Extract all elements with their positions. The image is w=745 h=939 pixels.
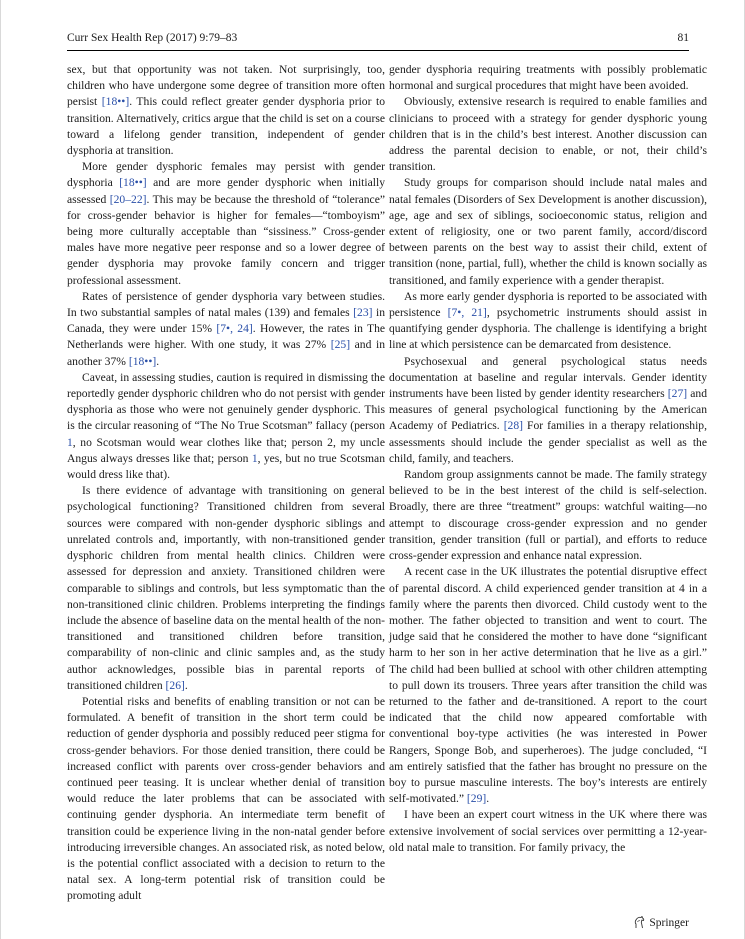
paragraph (389, 467, 707, 564)
paragraph-text: As more early gender dysphoria is reported to be associated with persistence (389, 289, 707, 320)
paragraph (389, 62, 707, 94)
paragraph-text: I have been an expert court witness in the UK where there was extensive involvement of social services over permitting a 12-year-old natal male to transition. For family privacy, the (389, 808, 707, 854)
paragraph-text: , psychometric instruments should assist in quantifying gender dysphoria. The challenge is identifying a bright line at which persistence can be demarcated from desistence. (389, 306, 708, 352)
paragraph-text: , yes, but no true Scotsman would dress like that). (67, 451, 386, 482)
citation-link[interactable]: [26] (165, 678, 185, 692)
paragraph (67, 159, 385, 289)
paragraph-text: Rates of persistence of gender dysphoria vary between studies. In two substantial samples of natal males (139) and females (67, 289, 385, 320)
citation-link[interactable]: 1 (251, 451, 258, 465)
publisher-name: Springer (649, 916, 689, 929)
paragraph-text: Caveat, in assessing studies, caution is required in dismissing the reportedly gender dysphoric children who do not persist with gender dysphoria as those who were not genuinely gender dysphoric. This is the circular reasoning of “The No True Scotsman” fallacy (person (67, 370, 385, 433)
paragraph (67, 289, 385, 370)
paragraph-text: Is there evidence of advantage with transitioning on general psychological functioning? Transitioned children from several sources were compared with non-gender dysphoric siblings and unrelated controls and, importantly, with non-transitioned gender dysphoric children from mental health clinics. Children were assessed for depression and anxiety. Transitioned children were comparable to siblings and controls, but less symptomatic than the non-transitioned clinic children. Problems interpreting the findings include the absence of baseline data on the mental health of the non-transitioned and transitioned children before transition, comparability of non-clinic and clinic samples and, as the study author acknowledges, possible bias in parental reports of transitioned children (67, 484, 385, 692)
citation-link[interactable]: [7•, 21] (447, 306, 487, 320)
paragraph-text: and in another 37% (67, 338, 385, 368)
citation-link[interactable]: [7•, 24] (216, 322, 253, 336)
paragraph-text: and measures of general psychological functioning by the American Academy of Pediatrics. (389, 387, 708, 433)
citation-link[interactable]: [18••] (128, 354, 157, 368)
citation-link[interactable]: [27] (667, 387, 688, 401)
paragraph-text: Potential risks and benefits of enabling transition or not can be formulated. A benefit of transition in the short term could be reduction of gender dysphoria and possibly reduced peer stigma for cross-gender behaviors. For those denied transition, there could be increased conflict with parents over cross-gender behaviors and continued peer teasing. It is unclear whether denial of transition would reduce the later problems that can be associated with continuing gender dysphoria. An intermediate term benefit of transition could be experience living in the non-natal gender before introducing irreversible changes. An associated risk, as noted below, is the potential conflict associated with a decision to return to the natal sex. A long-term potential risk of transition could be promoting adult (67, 694, 385, 903)
paragraph-text: , no Scotsman would wear clothes like that; person 2, my uncle Angus always dresses like that; person (67, 435, 385, 465)
paragraph (389, 807, 707, 856)
paragraph-text: . This could reflect greater gender dysphoria prior to transition. Alternatively, critics argue that the child is set on a course toward a lifelong gender transition, independent of gender dysphoria at transition. (67, 95, 385, 158)
paragraph (67, 370, 385, 483)
paragraph-text: . (486, 792, 490, 806)
paragraph (389, 94, 707, 175)
paragraph-text: A recent case in the UK illustrates the potential disruptive effect of parental discord. A child experienced gender transition at 4 in a family where the parents then divorced. Child custody went to the mother. The father objected to transition and went to court. The judge said that he considered the mother to have done “significant harm to her son in her active determination that he live as a girl.” The child had been bullied at school with other children attempting to pull down its trousers. Three years after transition the child was returned to the father and de-transitioned. A report to the court indicated that the child now appeared comfortable with conventional boy-type activities (he was interested in Power Rangers, Sponge Bob, and superheroes). The judge concluded, “I am entirely satisfied that the father has brought no pressure on the boy to pursue masculine interests. The boy’s interests are entirely self-motivated.” (389, 565, 707, 806)
header-rule (67, 50, 689, 51)
citation-link[interactable]: [20–22] (109, 192, 147, 206)
paragraph-text: . This may be because the threshold of “tolerance” for cross-gender behavior is higher for females—“tomboyism” being more culturally acceptable than “sissiness.” Cross-gender males have more negative peer response and so a lower degree of gender dysphoria may provoke family concern and trigger professional assessment. (67, 192, 385, 287)
journal-citation: Curr Sex Health Rep (2017) 9:79–83 (67, 32, 238, 44)
citation-link[interactable]: [18••] (119, 176, 147, 190)
paragraph-text: . However, the rates in The Netherlands were higher. With one study, it was 27% (67, 322, 386, 352)
publisher-logo (633, 916, 689, 929)
page-number: 81 (677, 32, 689, 44)
citation-link[interactable]: [28] (503, 419, 524, 433)
paragraph-text: sex, but that opportunity was not taken. Not surprisingly, too, children who have undergone some degree of transition more often persist (67, 63, 385, 109)
paragraph-text: Random group assignments cannot be made. The family strategy believed to be in the best interest of the child is self-selection. Broadly, there are three “treatment” groups: watchful waiting—no attempt to discourage cross-gender expression and no gender transition, gender transition (full or partial), and efforts to reduce cross-gender expression and enhance natal expression. (389, 468, 707, 563)
paragraph-text: Psychosexual and general psychological status needs documentation at baseline and regular intervals. Gender identity instruments have been listed by gender identity researchers (389, 354, 707, 401)
citation-link[interactable]: 1 (67, 435, 73, 449)
paragraph-text: More gender dysphoric females may persist with gender dysphoria (67, 160, 385, 190)
citation-link[interactable]: [18••] (101, 95, 130, 109)
right-column (389, 62, 707, 856)
paragraph (67, 694, 385, 905)
paragraph-text: Obviously, extensive research is required to enable families and clinicians to proceed with a strategy for gender dysphoric young children that is in the child’s best interest. Another discussion can address the parental decision to enable, or not, their child’s transition. (389, 95, 707, 174)
paragraph-text: and are more gender dysphoric when initially assessed (67, 176, 385, 206)
paragraph (67, 483, 385, 694)
page-edge-left (0, 0, 1, 939)
paragraph-text: gender dysphoria requiring treatments with possibly problematic hormonal and surgical procedures that might have been avoided. (389, 63, 707, 93)
paragraph (389, 564, 707, 807)
left-column (67, 62, 385, 905)
springer-horse-icon (633, 916, 645, 929)
paragraph (389, 289, 707, 354)
paragraph-text: in Canada, they were under 15% (67, 306, 386, 336)
citation-link[interactable]: [23] (353, 306, 373, 320)
citation-link[interactable]: [25] (330, 338, 351, 352)
paragraph-text: Study groups for comparison should include natal males and natal females (Disorders of Sex Development is another discussion), age, age and sex of siblings, socioeconomic status, religion and extent of religiosity, one or two parent family, accord/discord between parents on the best way to assist their child, extent of transition (none, partial, full), whether the child is known socially as transitioned, and family experience with a gender therapist. (389, 176, 707, 287)
paragraph (389, 175, 707, 288)
paragraph-text: . (156, 354, 160, 368)
citation-link[interactable]: [29] (466, 792, 487, 806)
paragraph-text: For families in a therapy relationship, assessments should include the gender specialist as well as the child, family, and teachers. (389, 419, 707, 465)
paragraph (389, 354, 707, 467)
paragraph-text: . (184, 678, 188, 692)
running-header (67, 32, 689, 50)
paragraph (67, 62, 385, 159)
